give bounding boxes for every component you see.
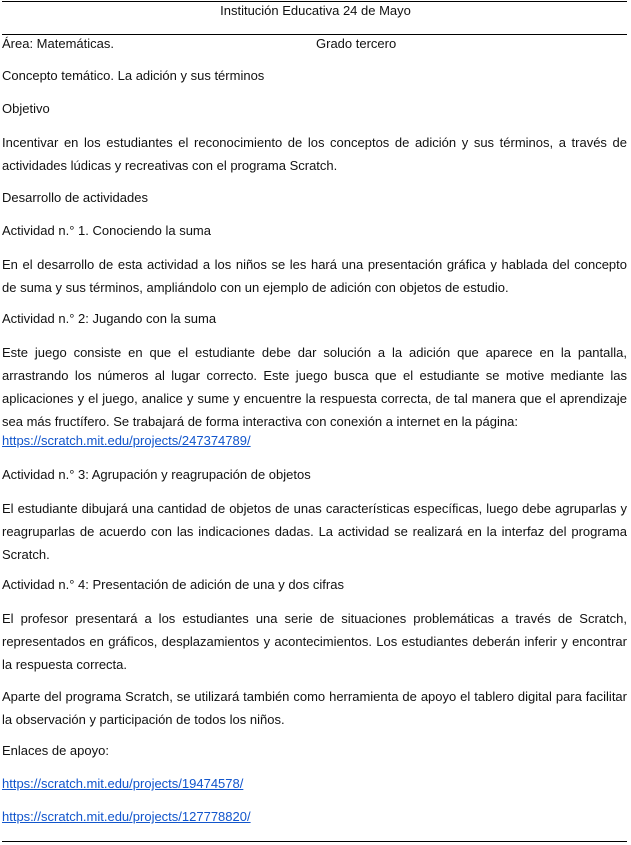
development-heading: Desarrollo de actividades xyxy=(2,190,148,205)
activity4-text: El profesor presentará a los estudiantes una serie de situaciones problemáticas a través de Scratch, representados en gráficos, desplazamientos y acontecimientos. Los estudiantes deberán inferir y encontrar la respuesta correcta. xyxy=(2,611,627,672)
objective-heading: Objetivo xyxy=(2,101,50,116)
activity2-title: Actividad n.° 2: Jugando con la suma xyxy=(2,311,217,326)
support-link-2[interactable]: https://scratch.mit.edu/projects/127778820/ xyxy=(2,809,251,824)
grade-label: Grado tercero xyxy=(316,36,397,51)
area-label: Área: Matemáticas. xyxy=(2,36,114,51)
activity1-text: En el desarrollo de esta actividad a los niños se les hará una presentación gráfica y hablada del concepto de suma y sus términos, ampliándolo con un ejemplo de adición con objetos de estudio. xyxy=(2,257,627,295)
concept-heading: Concepto temático. La adición y sus términos xyxy=(2,68,265,83)
activity3-text: El estudiante dibujará una cantidad de objetos de unas características específicas, luego debe agruparlas y reagruparlas de acuerdo con las indicaciones dadas. La actividad se realizará en la interfaz del programa Scratch. xyxy=(2,501,627,562)
activity2-text: Este juego consiste en que el estudiante debe dar solución a la adición que aparece en la pantalla, arrastrando los números al lugar correcto. Este juego busca que el estudiante se motive mediante las aplicaciones y el juego, analice y sume y encuentre la respuesta correcta, de tal manera que el aprendizaje sea más fructífero. Se trabajará de forma interactiva con conexión a internet en la página: xyxy=(2,345,627,429)
objective-text: Incentivar en los estudiantes el reconocimiento de los conceptos de adición y sus términos, a través de actividades lúdicas y recreativas con el programa Scratch. xyxy=(2,135,627,173)
support-link-1[interactable]: https://scratch.mit.edu/projects/19474578/ xyxy=(2,776,244,791)
area-grade-row xyxy=(2,33,627,55)
activity4-title: Actividad n.° 4: Presentación de adición de una y dos cifras xyxy=(2,577,344,592)
institution-title: Institución Educativa 24 de Mayo xyxy=(220,3,411,18)
links-heading: Enlaces de apoyo: xyxy=(2,743,109,758)
footer-rule xyxy=(2,841,627,842)
activity3-title: Actividad n.° 3: Agrupación y reagrupación de objetos xyxy=(2,467,311,482)
support-text: Aparte del programa Scratch, se utilizará también como herramienta de apoyo el tablero digital para facilitar la observación y participación de todos los niños. xyxy=(2,689,627,727)
activity1-title: Actividad n.° 1. Conociendo la suma xyxy=(2,223,211,238)
activity2-link[interactable]: https://scratch.mit.edu/projects/247374789/ xyxy=(2,433,251,448)
